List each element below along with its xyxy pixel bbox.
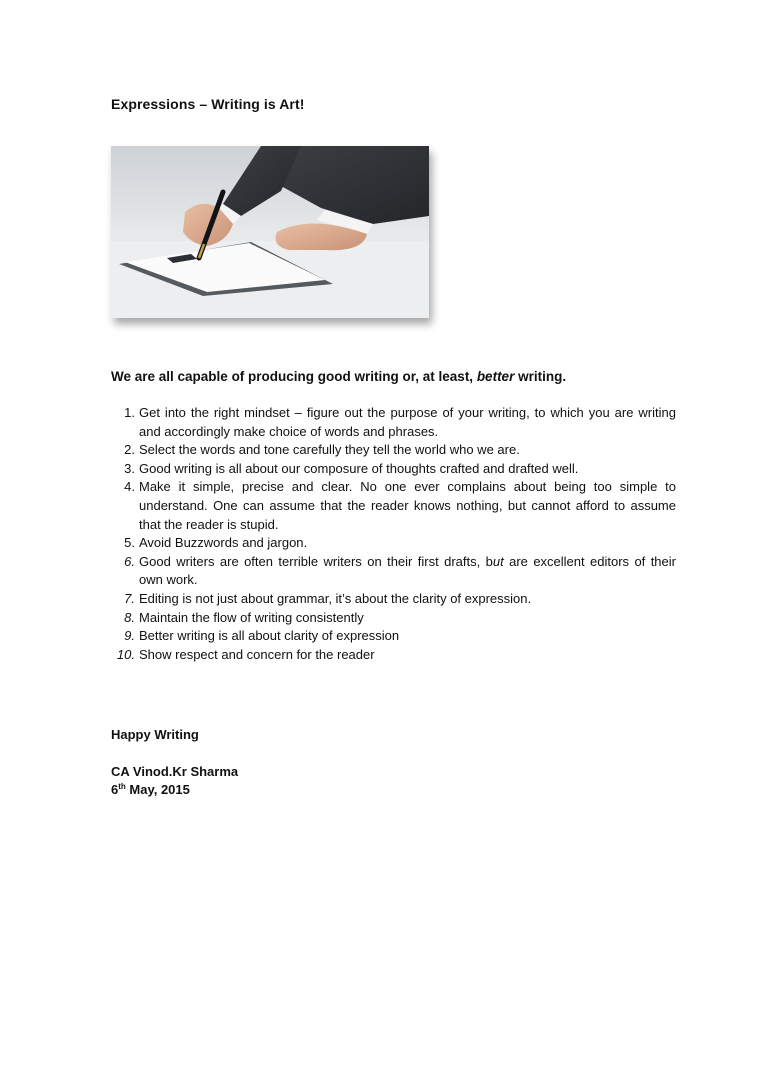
list-item xyxy=(111,553,676,590)
author-name: CA Vinod.Kr Sharma xyxy=(111,764,239,779)
list-item xyxy=(111,590,676,609)
list-item xyxy=(111,627,676,646)
date-day: 6 xyxy=(111,782,119,797)
list-item-text: Maintain the flow of writing consistently xyxy=(139,609,364,625)
list-item-text xyxy=(139,554,676,588)
list-item xyxy=(111,609,676,628)
writing-photo xyxy=(111,146,429,318)
list-item-text-after: are excellent editors of their own work. xyxy=(139,553,676,588)
writing-tips-list xyxy=(111,404,676,664)
list-item-text-emphasis: ut xyxy=(492,553,504,569)
list-item-number: 9. xyxy=(124,628,135,644)
list-item-text: Editing is not just about grammar, it’s about the clarity of expression. xyxy=(139,590,532,606)
list-item-number: 8. xyxy=(124,609,135,625)
lead-text-after: writing. xyxy=(514,369,567,384)
list-item-number: 3. xyxy=(124,460,135,476)
list-item-number: 7. xyxy=(124,590,135,606)
date-day-suffix: th xyxy=(118,782,126,791)
list-item-text: Avoid Buzzwords and jargon. xyxy=(139,535,308,551)
list-item-number: 6. xyxy=(124,553,135,569)
lead-sentence xyxy=(111,369,566,384)
list-item-text: Make it simple, precise and clear. No one ever complains about being too simple to understand. One can assume that the reader knows nothing, but cannot afford to assume that the reader is stupid. xyxy=(139,479,676,532)
list-item xyxy=(111,441,676,460)
list-item-number: 10. xyxy=(116,646,135,662)
list-item-text: Better writing is all about clarity of expression xyxy=(139,628,400,644)
closing-line: Happy Writing xyxy=(111,727,199,742)
list-item xyxy=(111,478,676,534)
lead-text-emphasis: better xyxy=(476,369,515,384)
list-item xyxy=(111,646,676,665)
document-title: Expressions – Writing is Art! xyxy=(111,96,305,112)
list-item-number: 4. xyxy=(124,479,135,495)
list-item-number: 2. xyxy=(124,442,135,458)
list-item-text: Select the words and tone carefully they tell the world who we are. xyxy=(139,442,520,458)
list-item xyxy=(111,534,676,553)
list-item xyxy=(111,404,676,441)
list-item-number: 1. xyxy=(124,405,135,420)
list-item xyxy=(111,460,676,479)
list-item-text: Good writing is all about our composure of thoughts crafted and drafted well. xyxy=(139,460,579,476)
date-rest: May, 2015 xyxy=(125,782,190,797)
list-item-text: Get into the right mindset – figure out the purpose of your writing, to which you are writing and accordingly make choice of words and phrases. xyxy=(139,405,676,439)
list-item-number: 5. xyxy=(124,535,135,551)
lead-text-before: We are all capable of producing good writing or, at least, xyxy=(111,369,477,384)
list-item-text: Show respect and concern for the reader xyxy=(139,646,375,662)
list-item-text-before: Good writers are often terrible writers on their first drafts, b xyxy=(139,553,493,569)
document-date xyxy=(111,782,190,797)
